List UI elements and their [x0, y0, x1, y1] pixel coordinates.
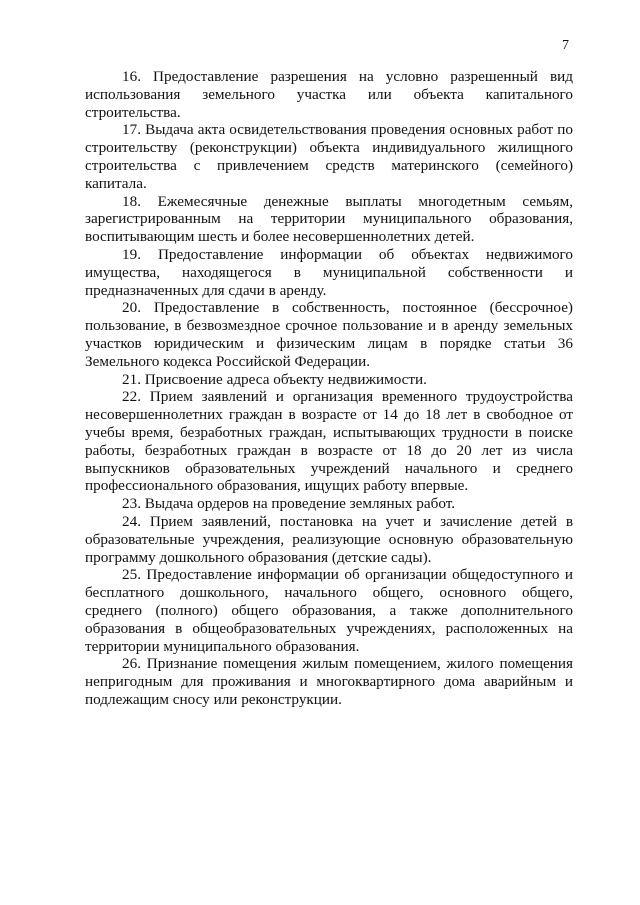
- list-item-18: 18. Ежемесячные денежные выплаты многодетным семьям, зарегистрированным на территории муниципального образования, воспитывающим шесть и более несовершеннолетних детей.: [85, 192, 573, 246]
- list-item-20: 20. Предоставление в собственность, постоянное (бессрочное) пользование, в безвозмездное срочное пользование и в аренду земельных участков юридическим и физическим лицам в порядке статьи 36 Земельного кодекса Российской Федерации.: [85, 299, 573, 370]
- list-item-22: 22. Прием заявлений и организация временного трудоустройства несовершеннолетних граждан в возрасте от 14 до 18 лет в свободное от учебы время, безработных граждан, испытывающих трудности в поиске работы, безработных граждан в возрасте от 18 до 20 лет из числа выпускников образовательных учреждений начального и среднего профессионального образования, ищущих работу впервые.: [85, 388, 573, 495]
- list-item-19: 19. Предоставление информации об объектах недвижимого имущества, находящегося в муниципальной собственности и предназначенных для сдачи в аренду.: [85, 245, 573, 299]
- list-item-17: 17. Выдача акта освидетельствования проведения основных работ по строительству (реконструкции) объекта индивидуального жилищного строительства с привлечением средств материнского (семейного) капитала.: [85, 121, 573, 192]
- list-item-21: 21. Присвоение адреса объекту недвижимости.: [122, 370, 427, 388]
- page-number: 7: [562, 38, 569, 53]
- list-item-26: 26. Признание помещения жилым помещением, жилого помещения непригодным для проживания и многоквартирного дома аварийным и подлежащим сносу или реконструкции.: [85, 655, 573, 708]
- list-item-23: 23. Выдача ордеров на проведение земляных работ.: [122, 495, 456, 513]
- list-item-16: 16. Предоставление разрешения на условно разрешенный вид использования земельного участка или объекта капитального строительства.: [85, 68, 573, 121]
- list-item-24: 24. Прием заявлений, постановка на учет и зачисление детей в образовательные учреждения, реализующие основную образовательную программу дошкольного образования (детские сады).: [85, 512, 573, 566]
- document-body: [85, 68, 573, 709]
- list-item-25: 25. Предоставление информации об организации общедоступного и бесплатного дошкольного, начального общего, основного общего, среднего (полного) общего образования, а также дополнительного образования в общеобразовательных учреждениях, расположенных на территории муниципального образования.: [85, 566, 573, 655]
